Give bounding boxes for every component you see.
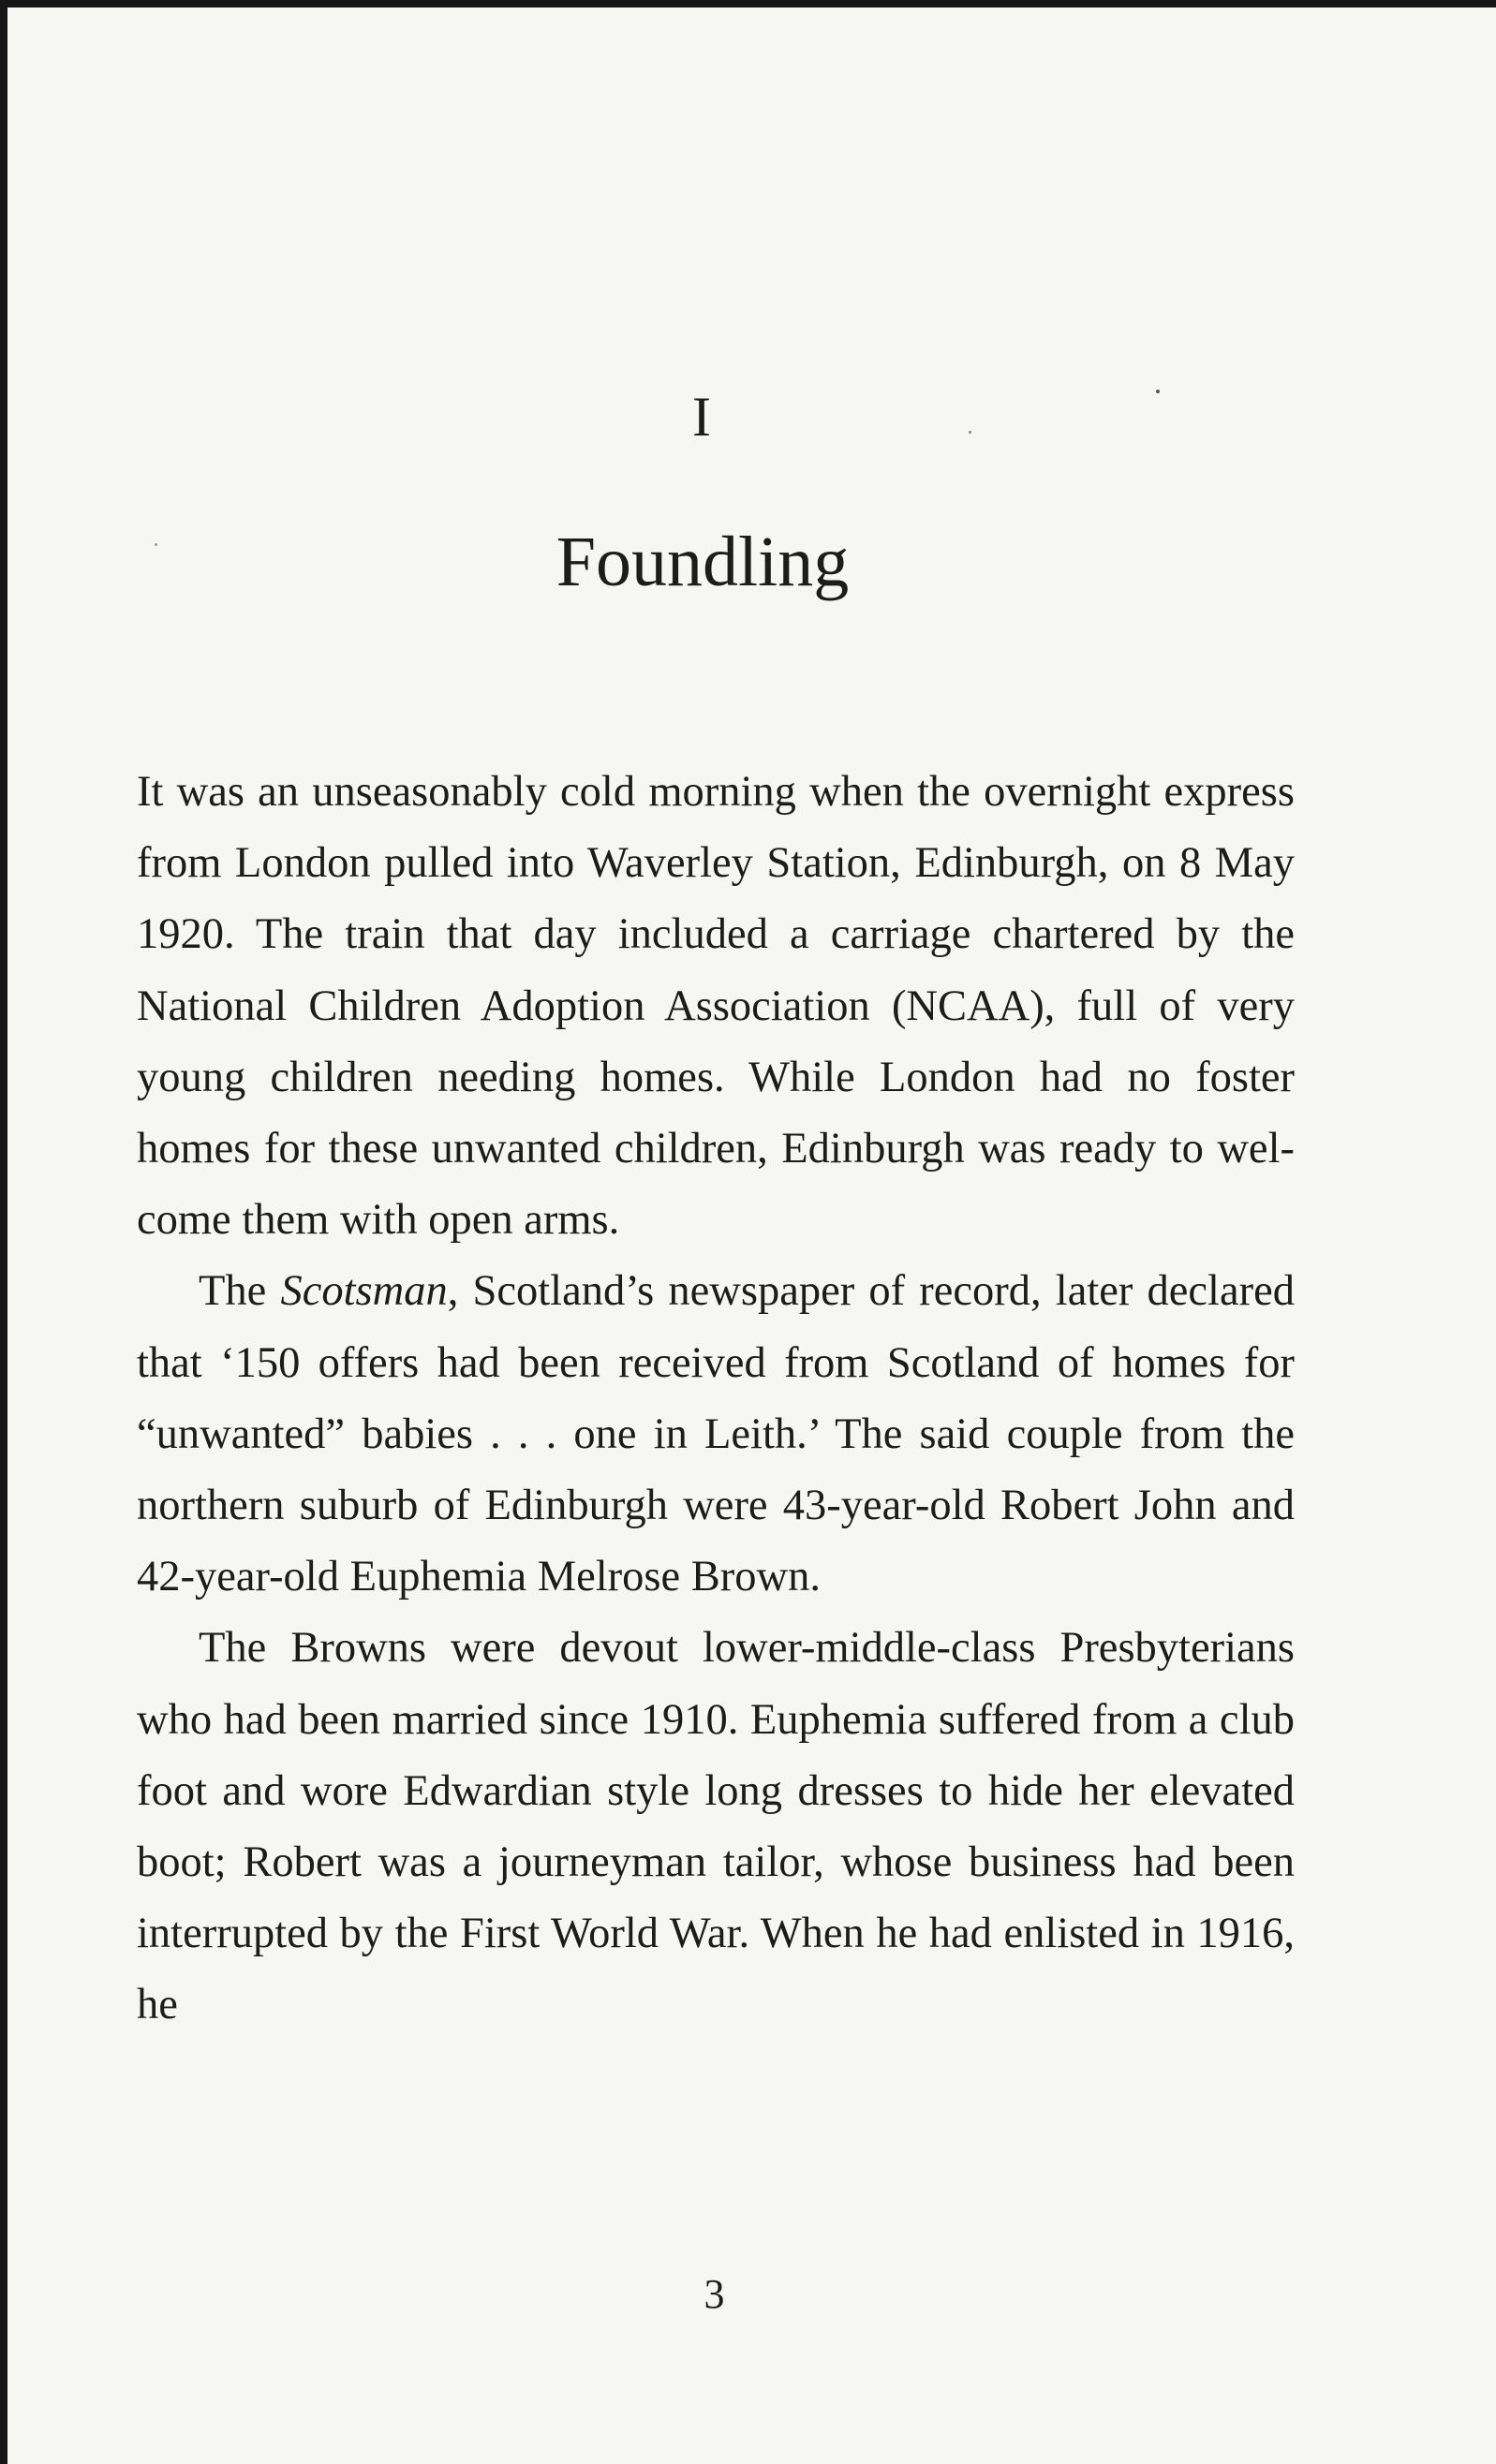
scan-edge-left	[0, 0, 7, 2464]
scan-speck	[155, 543, 157, 546]
page-number: 3	[704, 2271, 725, 2317]
text-run: It was an unseasonably cold morning when the overnight express from London pulled into Waverley Station, Edinburgh, on 8 May 1920. The train that day included a carriage chartered by the National Children Adoption Association (NCAA), full of very young children needing homes. While London had no foster homes for these unwanted children, Edinburgh was ready to welcome them with open arms.	[137, 768, 1295, 1245]
paragraph	[137, 757, 1295, 1256]
paragraph	[137, 1613, 1295, 2041]
scan-speck	[969, 431, 971, 434]
paragraph	[137, 1256, 1295, 1613]
chapter-body	[137, 757, 1295, 2042]
scan-speck	[1156, 390, 1160, 393]
chapter-title: Foundling	[555, 523, 850, 601]
italic-title: Scotsman	[280, 1267, 448, 1316]
text-run: The Browns were devout lower-middle-class Presbyterians who had been married since 1910. Euphemia suffered from a club foot and wore Edwardian style long dresses to hide her elevated boot; Robert was a journeyman tailor, whose business had been interrupted by the First World War. When he had enlisted in 1916, he	[137, 1624, 1295, 2029]
chapter-number: I	[692, 386, 713, 448]
scan-edge-top	[0, 0, 1496, 7]
text-run: The	[199, 1267, 281, 1316]
text-run: , Scotland’s newspaper of record, later declared that ‘150 offers had been received from Scotland of homes for “unwanted” babies . . . one in Leith.’ The said couple from the northern suburb of Edinburgh were 43-year-old Robert John and 42-year-old Euphemia Melrose Brown.	[137, 1267, 1295, 1601]
